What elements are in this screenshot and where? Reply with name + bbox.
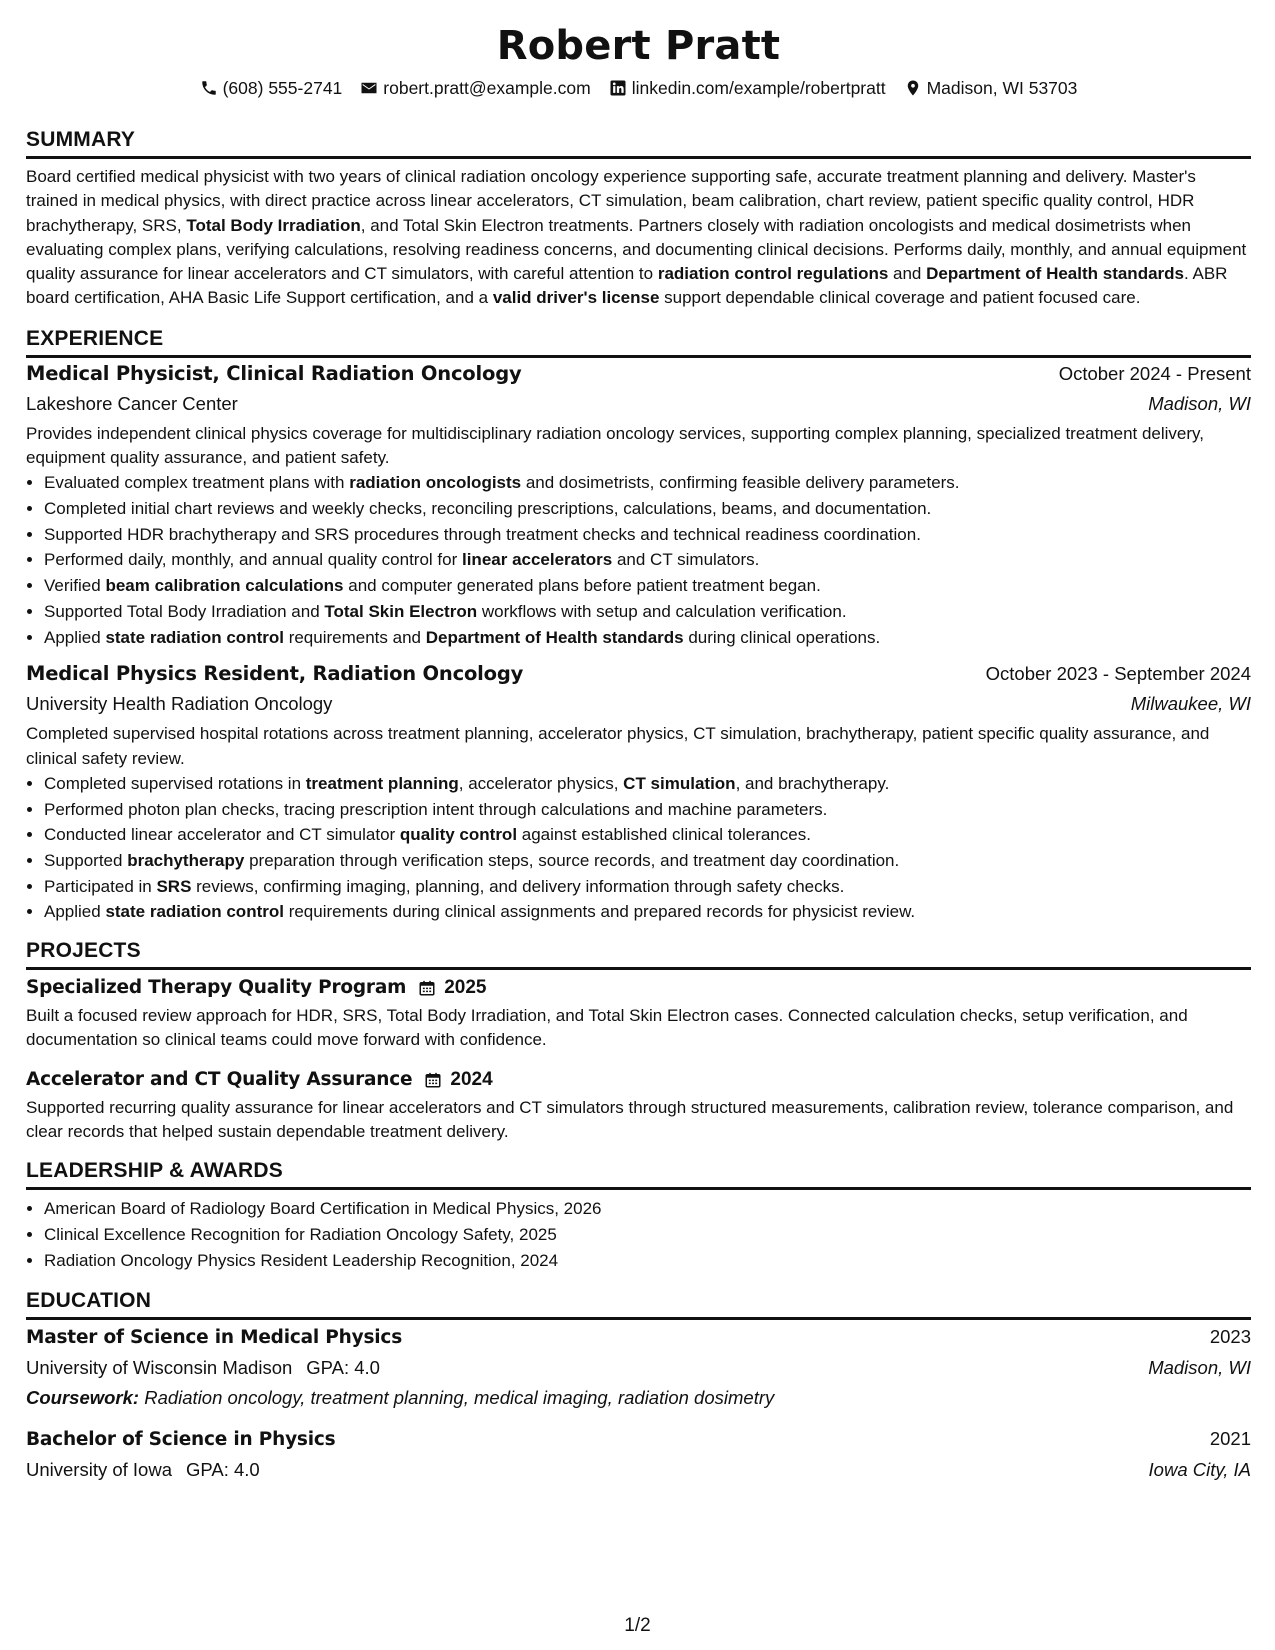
- project-description: Supported recurring quality assurance for linear accelerators and CT simulators through structured measurements, calibration review, tolerance comparison, and clear records that helped sustain dependable treatment delivery.: [26, 1097, 1234, 1141]
- list-item: • Supported HDR brachytherapy and SRS procedures through treatment checks and technical readiness coordination.: [44, 522, 1251, 548]
- degree-year: 2021: [1209, 1428, 1251, 1450]
- school-location: Iowa City, IA: [1148, 1459, 1251, 1481]
- project-description: Built a focused review approach for HDR, SRS, Total Body Irradiation, and Total Skin Electron cases. Connected calculation checks, setup verification, and documentation so clinical teams could move forward with confidence.: [26, 1006, 1188, 1050]
- list-item: • Performed photon plan checks, tracing prescription intent through calculations and machine parameters.: [44, 797, 1251, 823]
- list-item: • Verified beam calibration calculations and computer generated plans before patient treatment began.: [44, 573, 1251, 599]
- summary-section: [26, 127, 1251, 311]
- list-item: • Participated in SRS reviews, confirming imaging, planning, and delivery information through safety checks.: [44, 874, 1251, 900]
- awards-list: [26, 1196, 1251, 1273]
- education-section: [26, 1288, 1251, 1485]
- project-year: 2025: [444, 977, 487, 999]
- school-gpa: GPA: 4.0: [306, 1357, 380, 1379]
- summary-text: Board certified medical physicist with two years of clinical radiation oncology experience supporting safe, accurate treatment planning and delivery. Master's trained in medical physics, with direct practice across linear accelerators, CT simulation, beam calibration, chart review, patient specific quality control, HDR brachytherapy, SRS, Total Body Irradiation, and Total Skin Electron treatments. Partners closely with radiation oncologists and medical dosimetrists when evaluating complex plans, verifying calculations, resolving readiness concerns, and documenting clinical decisions. Performs daily, monthly, and annual equipment quality assurance for linear accelerators and CT simulators, with careful attention to radiation control regulations and Department of Health standards. ABR board certification, AHA Basic Life Support certification, and a valid driver's license support dependable clinical coverage and patient focused care.: [26, 167, 1247, 308]
- resume-page: [26, 20, 1251, 1485]
- list-item: • Conducted linear accelerator and CT simulator quality control against established clinical tolerances.: [44, 822, 1251, 848]
- project-title: Specialized Therapy Quality Program: [26, 977, 407, 999]
- degree-title: Master of Science in Medical Physics: [26, 1327, 403, 1349]
- section-title-leadership: LEADERSHIP & AWARDS: [26, 1158, 1251, 1190]
- email-text: robert.pratt@example.com: [383, 78, 591, 98]
- school-location: Madison, WI: [1148, 1357, 1251, 1379]
- location-text: Madison, WI 53703: [926, 78, 1078, 98]
- phone-text: (608) 555-2741: [222, 78, 343, 98]
- calendar-icon: [424, 1071, 442, 1089]
- job-bullets: [26, 470, 1251, 650]
- linkedin-icon: [609, 79, 627, 97]
- school-gpa: GPA: 4.0: [186, 1459, 260, 1481]
- school-line: [26, 1455, 260, 1485]
- phone-icon: [200, 79, 218, 97]
- job-date: October 2024 - Present: [1058, 362, 1251, 384]
- calendar-icon: [418, 979, 436, 997]
- job-entry: [26, 359, 1251, 651]
- list-item: • Radiation Oncology Physics Resident Leadership Recognition, 2024: [44, 1248, 1251, 1274]
- school-name: University of Wisconsin Madison: [26, 1357, 293, 1379]
- project-year: 2024: [450, 1068, 493, 1090]
- job-date: October 2023 - September 2024: [985, 663, 1251, 685]
- job-organization: University Health Radiation Oncology: [26, 693, 333, 715]
- section-title-experience: EXPERIENCE: [26, 326, 1251, 358]
- list-item: • American Board of Radiology Board Certification in Medical Physics, 2026: [44, 1196, 1251, 1222]
- job-description: Completed supervised hospital rotations across treatment planning, accelerator physics, CT simulation, brachytherapy, patient specific quality assurance, and clinical safety review.: [26, 724, 1210, 768]
- project-entry: [26, 1065, 1251, 1145]
- section-title-summary: SUMMARY: [26, 127, 1251, 159]
- contact-linkedin[interactable]: [609, 76, 886, 100]
- project-entry: [26, 973, 1251, 1053]
- experience-section: [26, 326, 1251, 925]
- list-item: • Performed daily, monthly, and annual quality control for linear accelerators and CT simulators.: [44, 547, 1251, 573]
- degree-title: Bachelor of Science in Physics: [26, 1429, 336, 1451]
- contact-phone[interactable]: [200, 76, 343, 100]
- linkedin-text: linkedin.com/example/robertpratt: [631, 78, 886, 98]
- envelope-icon: [360, 79, 378, 97]
- contact-location: [904, 76, 1078, 100]
- list-item: • Applied state radiation control requirements and Department of Health standards during clinical operations.: [44, 625, 1251, 651]
- contact-bar: [26, 76, 1251, 100]
- job-title: Medical Physicist, Clinical Radiation Oncology: [26, 361, 522, 385]
- list-item: • Completed initial chart reviews and weekly checks, reconciling prescriptions, calculations, beams, and documentation.: [44, 496, 1251, 522]
- list-item: • Supported Total Body Irradiation and Total Skin Electron workflows with setup and calculation verification.: [44, 599, 1251, 625]
- leadership-section: [26, 1158, 1251, 1273]
- project-title: Accelerator and CT Quality Assurance: [26, 1068, 413, 1090]
- education-entry: [26, 1424, 1251, 1485]
- projects-section: [26, 938, 1251, 1144]
- section-title-education: EDUCATION: [26, 1288, 1251, 1320]
- section-title-projects: PROJECTS: [26, 938, 1251, 970]
- list-item: • Supported brachytherapy preparation through verification steps, source records, and treatment day coordination.: [44, 848, 1251, 874]
- job-bullets: [26, 771, 1251, 925]
- list-item: • Completed supervised rotations in treatment planning, accelerator physics, CT simulation, and brachytherapy.: [44, 771, 1251, 797]
- list-item: • Applied state radiation control requirements during clinical assignments and prepared records for physicist review.: [44, 899, 1251, 925]
- page-number: 1/2: [624, 1615, 651, 1636]
- job-organization: Lakeshore Cancer Center: [26, 392, 238, 414]
- school-line: [26, 1353, 380, 1383]
- job-title: Medical Physics Resident, Radiation Oncology: [26, 662, 524, 686]
- education-entry: [26, 1322, 1251, 1413]
- degree-year: 2023: [1209, 1326, 1251, 1348]
- job-location: Madison, WI: [1148, 392, 1251, 414]
- list-item: • Evaluated complex treatment plans with radiation oncologists and dosimetrists, confirming feasible delivery parameters.: [44, 470, 1251, 496]
- job-description: Provides independent clinical physics coverage for multidisciplinary radiation oncology services, supporting complex planning, specialized treatment delivery, equipment quality assurance, and patient safety.: [26, 423, 1205, 468]
- job-entry: [26, 659, 1251, 925]
- job-location: Milwaukee, WI: [1130, 693, 1251, 715]
- candidate-name: Robert Pratt: [496, 23, 781, 69]
- map-pin-icon: [904, 79, 922, 97]
- coursework: Coursework: Radiation oncology, treatment planning, medical imaging, radiation dosimetry: [26, 1387, 775, 1409]
- school-name: University of Iowa: [26, 1459, 172, 1481]
- list-item: • Clinical Excellence Recognition for Radiation Oncology Safety, 2025: [44, 1222, 1251, 1248]
- contact-email[interactable]: [360, 76, 590, 100]
